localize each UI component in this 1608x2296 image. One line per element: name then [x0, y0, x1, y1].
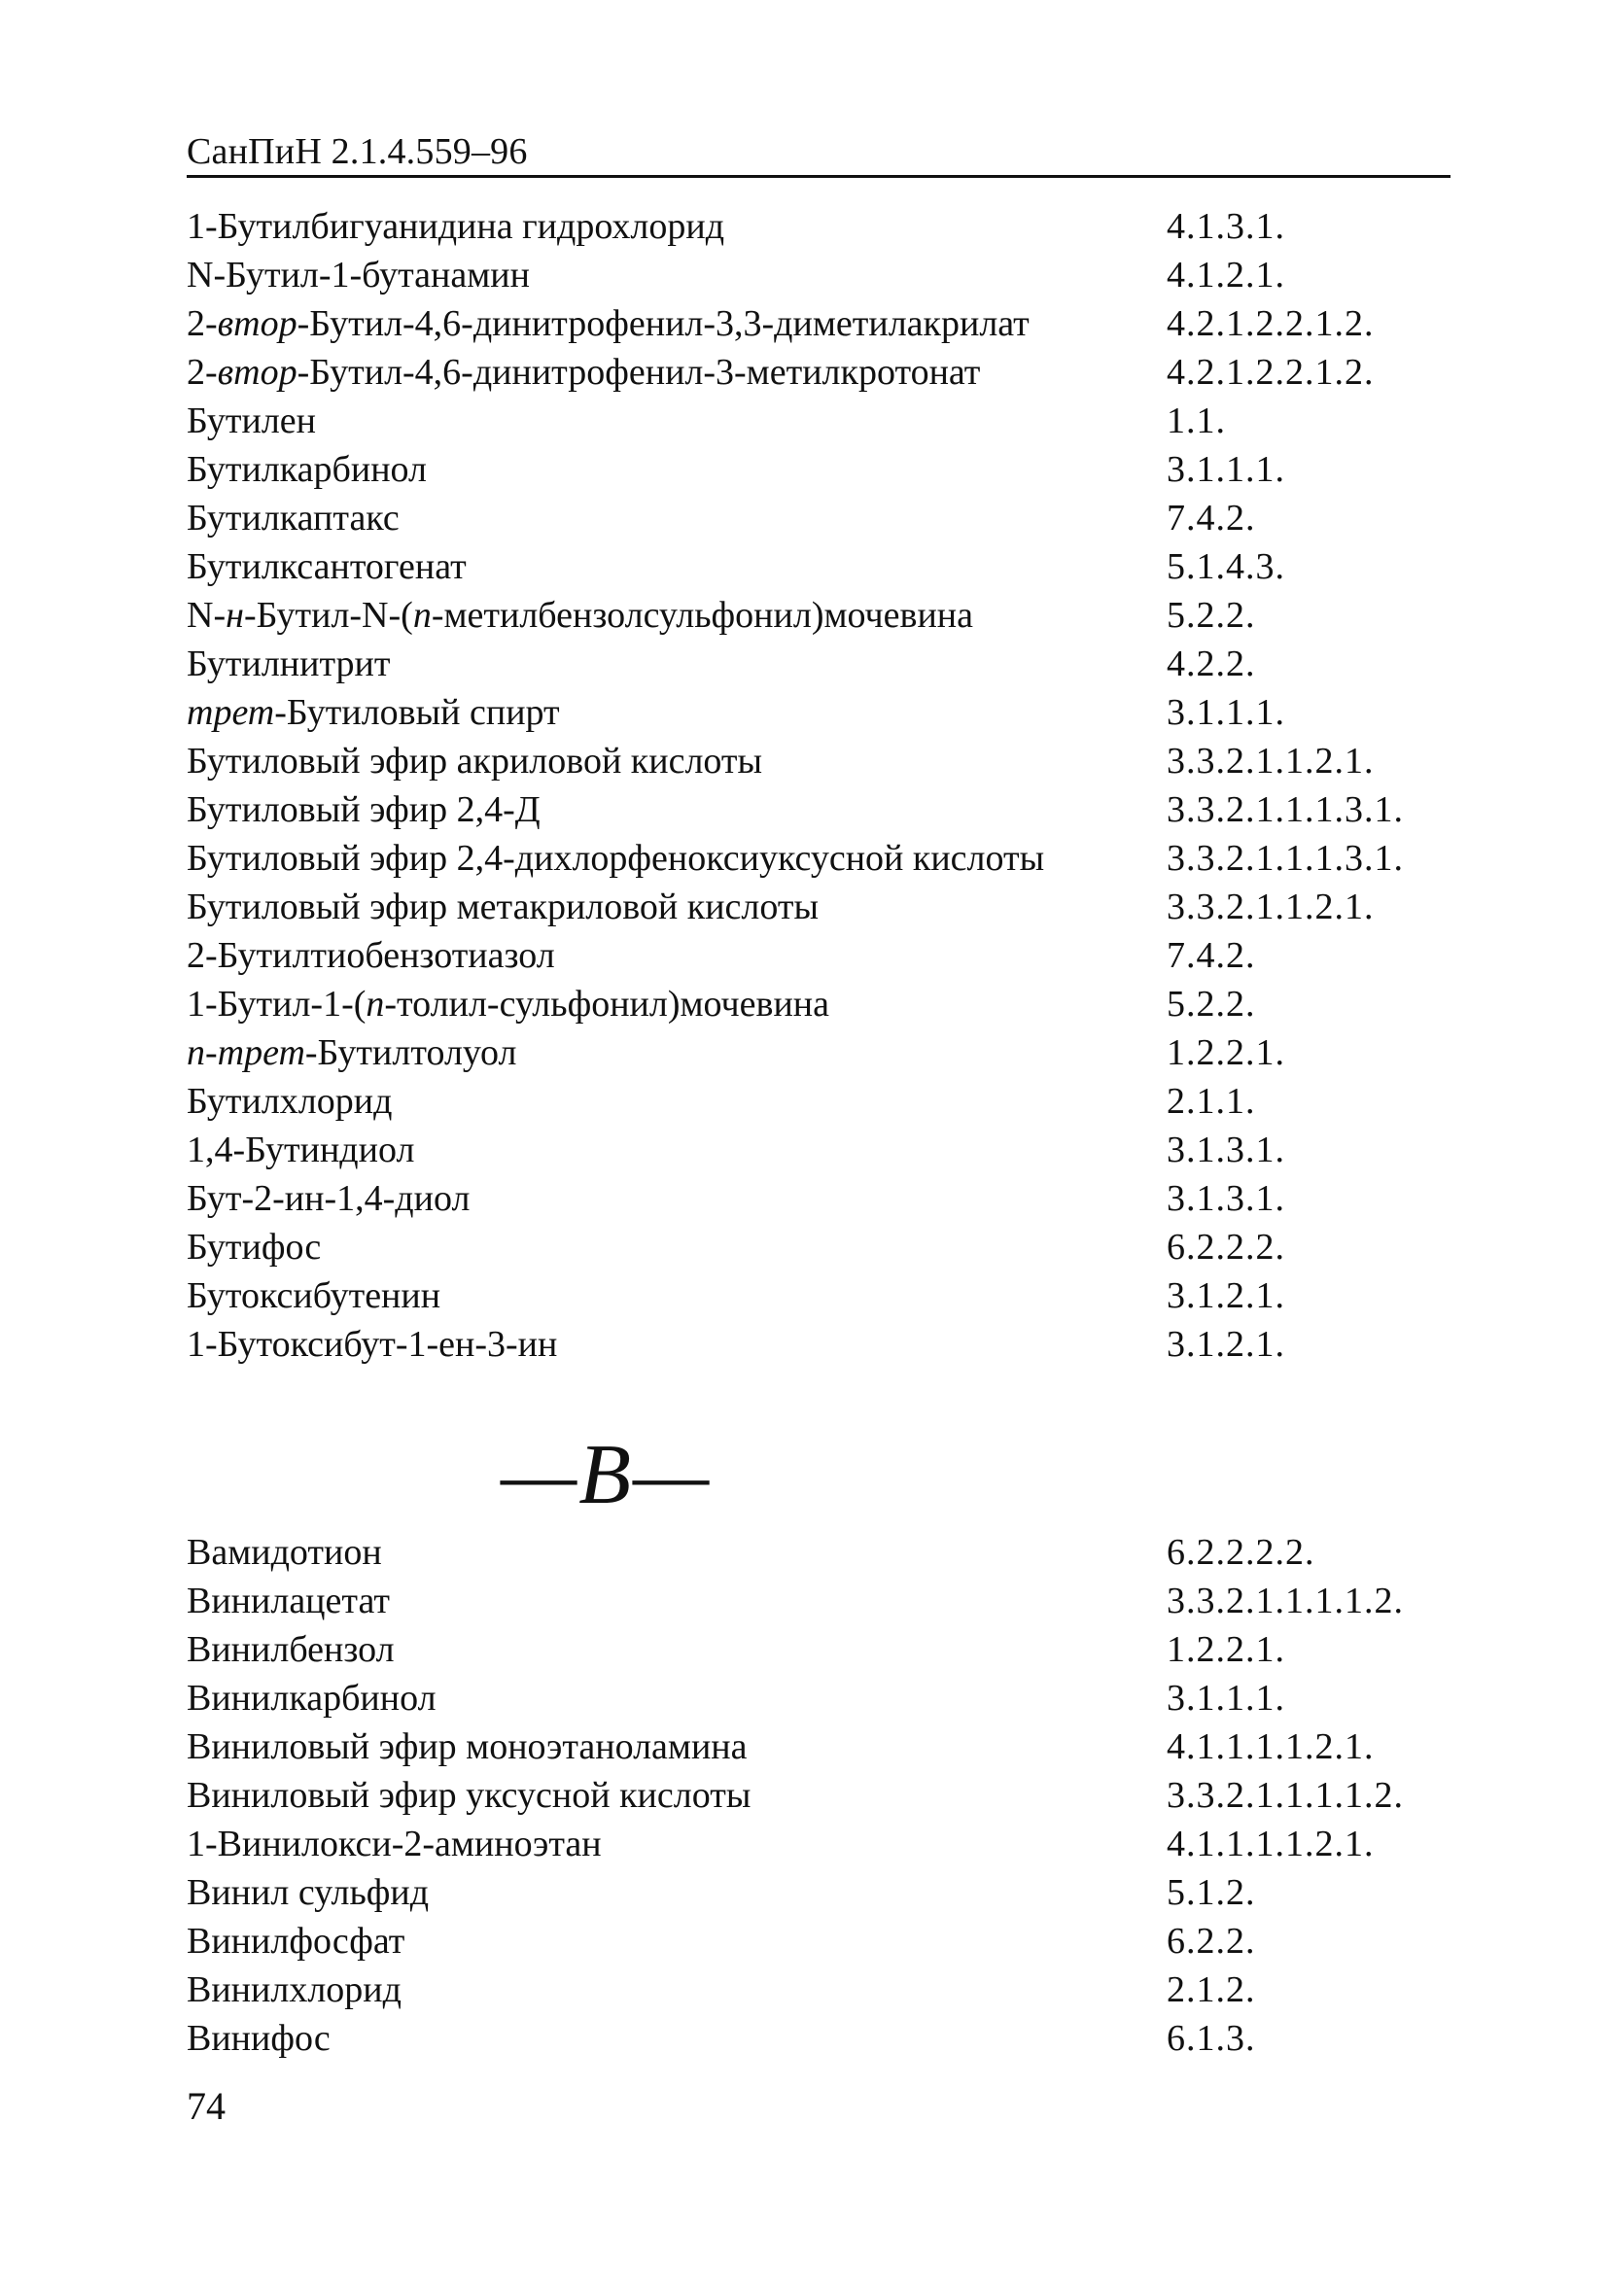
index-entry — [187, 1320, 1451, 1369]
page-header — [187, 121, 1451, 178]
italic-prefix: п — [412, 595, 432, 636]
section-reference: 3.1.3.1. — [1167, 1178, 1285, 1219]
substance-name — [187, 1917, 404, 1966]
index-entry — [187, 1577, 1451, 1625]
substance-name — [187, 737, 762, 785]
section-reference: 3.1.1.1. — [1167, 1678, 1285, 1719]
index-entry — [187, 1674, 1451, 1722]
term-text: Бутиловый эфир 2,4-дихлорфеноксиуксусной кислоты — [187, 838, 1045, 879]
term-text: 2- — [187, 303, 218, 344]
index-entry — [187, 1771, 1451, 1820]
substance-name — [187, 1868, 429, 1917]
section-reference: 3.3.2.1.1.2.1. — [1167, 741, 1375, 782]
section-reference: 3.3.2.1.1.1.1.2. — [1167, 1581, 1404, 1621]
italic-prefix: втор — [217, 303, 297, 344]
section-reference: 1.2.2.1. — [1167, 1629, 1285, 1670]
term-text: Винилбензол — [187, 1629, 395, 1670]
substance-name — [187, 931, 555, 980]
substance-name — [187, 1174, 470, 1223]
index-entry — [187, 494, 1451, 542]
term-text: Винилкарбинол — [187, 1678, 437, 1719]
section-reference: 3.1.1.1. — [1167, 692, 1285, 733]
term-text: Винилацетат — [187, 1581, 390, 1621]
term-text: 1-Бутоксибут-1-ен-3-ин — [187, 1324, 558, 1365]
index-entry — [187, 397, 1451, 445]
index-entry — [187, 737, 1451, 785]
index-entry — [187, 883, 1451, 931]
substance-name — [187, 1077, 392, 1126]
substance-name — [187, 299, 1030, 348]
term-text: -Бутил-4,6-динитрофенил-3,3-диметилакрилат — [297, 303, 1030, 344]
index-entry — [187, 688, 1451, 737]
document-code: СанПиН 2.1.4.559–96 — [187, 131, 528, 172]
substance-name — [187, 1674, 437, 1722]
section-reference: 6.2.2.2. — [1167, 1227, 1285, 1268]
substance-name — [187, 2014, 331, 2063]
substance-name — [187, 1320, 557, 1369]
section-reference: 4.2.2. — [1167, 644, 1256, 684]
italic-prefix: трет — [187, 692, 275, 733]
term-text: Бутилкаптакс — [187, 498, 400, 539]
section-reference: 4.1.1.1.1.2.1. — [1167, 1824, 1375, 1864]
page-number: 74 — [187, 2084, 226, 2128]
index-entry — [187, 834, 1451, 883]
term-text: -метилбензолсульфонил)мочевина — [431, 595, 973, 636]
index-entry — [187, 1917, 1451, 1966]
index-entry — [187, 445, 1451, 494]
substance-name — [187, 1028, 516, 1077]
substance-name — [187, 542, 467, 591]
term-text: 1-Бутил-1-( — [187, 984, 367, 1025]
term-text: Виниловый эфир уксусной кислоты — [187, 1775, 752, 1816]
section-reference: 6.1.3. — [1167, 2018, 1256, 2059]
substance-name — [187, 1271, 440, 1320]
term-text: Винилфосфат — [187, 1921, 405, 1962]
section-reference: 4.2.1.2.2.1.2. — [1167, 303, 1375, 344]
index-entry — [187, 1223, 1451, 1271]
index-entry — [187, 202, 1451, 251]
section-reference: 5.2.2. — [1167, 595, 1256, 636]
term-text: 2- — [187, 352, 218, 393]
term-text: N-Бутил-1-бутанамин — [187, 255, 530, 296]
index-entry — [187, 1528, 1451, 1577]
term-text: Винифос — [187, 2018, 331, 2059]
substance-name — [187, 348, 980, 397]
term-text: Бутиловый эфир 2,4-Д — [187, 789, 541, 830]
substance-name — [187, 640, 390, 688]
section-reference: 3.1.2.1. — [1167, 1275, 1285, 1316]
italic-prefix: п — [366, 984, 385, 1025]
index-entry — [187, 640, 1451, 688]
section-reference: 6.2.2.2.2. — [1167, 1532, 1315, 1573]
section-reference: 3.3.2.1.1.1.3.1. — [1167, 838, 1404, 879]
index-entry — [187, 348, 1451, 397]
section-reference: 3.3.2.1.1.1.1.2. — [1167, 1775, 1404, 1816]
section-reference: 4.1.2.1. — [1167, 255, 1285, 296]
substance-name — [187, 1577, 390, 1625]
section-reference: 4.1.1.1.1.2.1. — [1167, 1726, 1375, 1767]
index-entry — [187, 2014, 1451, 2063]
term-text: Бутилхлорид — [187, 1081, 393, 1122]
index-entry — [187, 1077, 1451, 1126]
index-entry — [187, 1868, 1451, 1917]
term-text: Бутилксантогенат — [187, 546, 467, 587]
section-reference: 7.4.2. — [1167, 935, 1256, 976]
term-text: -Бутиловый спирт — [274, 692, 560, 733]
section-reference: 3.1.1.1. — [1167, 449, 1285, 490]
section-reference: 6.2.2. — [1167, 1921, 1256, 1962]
section-reference: 5.1.4.3. — [1167, 546, 1285, 587]
index-entry — [187, 1966, 1451, 2014]
term-text: Вамидотион — [187, 1532, 382, 1573]
term-text: Бутифос — [187, 1227, 322, 1268]
substance-name — [187, 1625, 395, 1674]
term-text: Бутилнитрит — [187, 644, 391, 684]
section-reference: 4.2.1.2.2.1.2. — [1167, 352, 1375, 393]
index-entry — [187, 1174, 1451, 1223]
index-entry — [187, 1820, 1451, 1868]
substance-name — [187, 1722, 748, 1771]
term-text: -Бутил-N-( — [243, 595, 413, 636]
index-list-section-b — [187, 202, 1451, 1369]
term-text: Бутилкарбинол — [187, 449, 427, 490]
index-entry — [187, 591, 1451, 640]
index-entry — [187, 1028, 1451, 1077]
term-text: -Бутилтолуол — [304, 1032, 517, 1073]
section-reference: 1.1. — [1167, 400, 1226, 441]
section-reference: 3.3.2.1.1.1.3.1. — [1167, 789, 1404, 830]
section-reference: 7.4.2. — [1167, 498, 1256, 539]
section-reference: 5.1.2. — [1167, 1872, 1256, 1913]
term-text: Виниловый эфир моноэтаноламина — [187, 1726, 748, 1767]
substance-name — [187, 1966, 402, 2014]
term-text: Винилхлорид — [187, 1969, 402, 2010]
section-reference: 2.1.2. — [1167, 1969, 1256, 2010]
section-reference: 2.1.1. — [1167, 1081, 1256, 1122]
substance-name — [187, 591, 973, 640]
section-reference: 3.1.2.1. — [1167, 1324, 1285, 1365]
substance-name — [187, 883, 819, 931]
index-entry — [187, 785, 1451, 834]
index-entry — [187, 1722, 1451, 1771]
index-entry — [187, 1126, 1451, 1174]
term-text: Бутиловый эфир метакриловой кислоты — [187, 887, 820, 927]
term-text: Бутиловый эфир акриловой кислоты — [187, 741, 763, 782]
section-reference: 3.3.2.1.1.2.1. — [1167, 887, 1375, 927]
term-text: Винил сульфид — [187, 1872, 430, 1913]
term-text: Бутоксибутенин — [187, 1275, 441, 1316]
index-entry — [187, 542, 1451, 591]
term-text: N- — [187, 595, 227, 636]
index-entry — [187, 251, 1451, 299]
term-text: 1-Винилокси-2-аминоэтан — [187, 1824, 602, 1864]
substance-name — [187, 1126, 414, 1174]
term-text: Бут-2-ин-1,4-диол — [187, 1178, 471, 1219]
substance-name — [187, 494, 400, 542]
index-entry — [187, 1625, 1451, 1674]
substance-name — [187, 688, 560, 737]
substance-name — [187, 251, 530, 299]
substance-name — [187, 1528, 382, 1577]
index-entry — [187, 1271, 1451, 1320]
term-text: -Бутил-4,6-динитрофенил-3-метилкротонат — [297, 352, 981, 393]
term-text: -толил-сульфонил)мочевина — [384, 984, 830, 1025]
index-entry — [187, 980, 1451, 1028]
italic-prefix: втор — [217, 352, 297, 393]
term-text: 2-Бутилтиобензотиазол — [187, 935, 555, 976]
italic-prefix: н — [226, 595, 244, 636]
section-reference: 4.1.3.1. — [1167, 206, 1285, 247]
section-reference: 1.2.2.1. — [1167, 1032, 1285, 1073]
section-reference: 3.1.3.1. — [1167, 1130, 1285, 1170]
italic-prefix: п-трет — [187, 1032, 305, 1073]
substance-name — [187, 980, 829, 1028]
substance-name — [187, 1223, 321, 1271]
substance-name — [187, 202, 724, 251]
substance-name — [187, 397, 316, 445]
substance-name — [187, 1820, 602, 1868]
index-entry — [187, 931, 1451, 980]
term-text: 1,4-Бутиндиол — [187, 1130, 415, 1170]
index-list-section-v — [187, 1528, 1451, 2063]
section-reference: 5.2.2. — [1167, 984, 1256, 1025]
term-text: 1-Бутилбигуанидина гидрохлорид — [187, 206, 725, 247]
substance-name — [187, 445, 427, 494]
section-heading-v: —В— — [501, 1428, 712, 1522]
term-text: Бутилен — [187, 400, 316, 441]
substance-name — [187, 1771, 751, 1820]
index-entry — [187, 299, 1451, 348]
substance-name — [187, 834, 1044, 883]
substance-name — [187, 785, 541, 834]
